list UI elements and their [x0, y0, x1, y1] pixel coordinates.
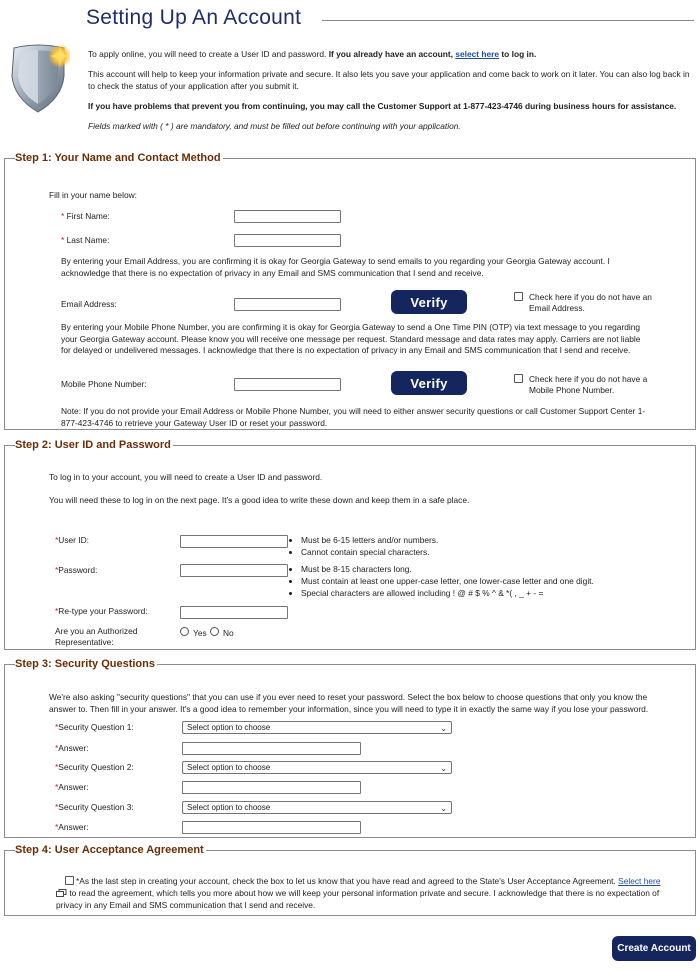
step1-legend: Step 1: Your Name and Contact Method [15, 152, 221, 164]
phone-verify-button[interactable]: Verify [391, 371, 467, 395]
step4-section [4, 844, 696, 916]
answer-1-input[interactable] [182, 742, 361, 755]
security-question-1-select[interactable]: Select option to choose ⌄ [182, 721, 452, 734]
email-input[interactable] [234, 298, 341, 311]
first-name-input[interactable] [234, 210, 341, 223]
mandatory-note: Fields marked with ( * ) are mandatory, and must be filled out before continuing with your application. [88, 121, 461, 132]
password-input[interactable] [180, 564, 288, 577]
intro-paragraph-1: To apply online, you will need to create a User ID and password. If you already have an account, select here to log in. [88, 49, 537, 59]
step3-section [4, 658, 696, 838]
intro-paragraph-2: This account will help to keep your information private and secure. It also lets you save your application and come back to work on it later. You can also log back in to check the status of your application after you submit it. [88, 69, 690, 91]
step2-intro-1: To log in to your account, you will need to create a User ID and password. [49, 472, 323, 482]
answer-1-label: *Answer: [55, 743, 89, 753]
page-title: Setting Up An Account [86, 6, 302, 29]
chevron-down-icon: ⌄ [440, 724, 447, 733]
user-agreement-link[interactable]: Select here [618, 876, 661, 886]
retype-password-input[interactable] [180, 606, 288, 619]
user-agreement-text: *As the last step in creating your account, check the box to let us know that you have read and agreed to the State's User Acceptance Agreement. Select here to read the agreement, which tells you more about how we will keep your personal information private and secure. I acknowledge that there is no expectation of privacy in any Email and SMS communication that I send and receive. [56, 876, 661, 910]
step3-legend: Step 3: Security Questions [15, 658, 155, 670]
no-phone-label: Check here if you do not have a Mobile Phone Number. [529, 374, 648, 396]
chevron-down-icon: ⌄ [440, 764, 447, 773]
authorized-rep-no-radio[interactable] [210, 627, 219, 636]
security-question-2-select[interactable]: Select option to choose ⌄ [182, 761, 452, 774]
contact-note: Note: If you do not provide your Email Address or Mobile Phone Number, you will need to either answer security questions or call Customer Support Center 1-877-423-4746 to retrieve your Gateway User ID or reset your password. [61, 406, 646, 428]
user-id-input[interactable] [180, 535, 288, 548]
authorized-rep-yes-label: Yes [193, 628, 207, 638]
step2-section [4, 439, 696, 650]
security-question-1-label: *Security Question 1: [55, 722, 134, 732]
security-question-3-label: *Security Question 3: [55, 802, 134, 812]
retype-password-label: *Re-type your Password: [55, 606, 148, 616]
authorized-rep-yes-radio[interactable] [180, 627, 189, 636]
last-name-input[interactable] [234, 234, 341, 247]
security-question-3-select[interactable]: Select option to choose ⌄ [182, 801, 452, 814]
email-verify-button[interactable]: Verify [391, 290, 467, 314]
step1-section [4, 152, 696, 430]
email-label: Email Address: [61, 299, 117, 309]
answer-2-label: *Answer: [55, 782, 89, 792]
step2-intro-2: You will need these to log in on the next page. It's a good idea to write these down and keep them in a safe place. [49, 495, 470, 505]
login-link[interactable]: select here [455, 49, 500, 59]
password-label: *Password: [55, 565, 98, 575]
step4-legend: Step 4: User Acceptance Agreement [15, 844, 204, 856]
intro-section [88, 49, 693, 142]
answer-2-input[interactable] [182, 781, 361, 794]
chevron-down-icon: ⌄ [440, 804, 447, 813]
user-id-requirements: • Must be 6-15 letters and/or numbers. • Cannot contain special characters. [291, 535, 438, 559]
no-email-label: Check here if you do not have an Email Address. [529, 292, 652, 314]
title-divider [322, 20, 694, 21]
fill-in-instruction: Fill in your name below: [49, 190, 137, 200]
support-notice: If you have problems that prevent you from continuing, you may call the Customer Support at 1-877-423-4746 during business hours for assistance. [88, 101, 677, 112]
step2-legend: Step 2: User ID and Password [15, 439, 171, 451]
password-requirements: • Must be 8-15 characters long. • Must contain at least one upper-case letter, one lower-case letter and one digit. • Special characters are allowed including ! @ # $ % ^ & *( , _ + - = [291, 564, 594, 599]
external-window-icon[interactable] [56, 889, 67, 897]
security-questions-intro: We're also asking "security questions" that you can use if you ever need to reset your password. Select the box below to choose questions that only you know the answer to. Then fill in your answer. It's a good idea to remember your information, since you will need to type it in exactly the same way if you lose your password. [49, 692, 649, 714]
last-name-label: * Last Name: [61, 235, 110, 245]
answer-3-input[interactable] [182, 821, 361, 834]
create-account-button[interactable]: Create Account [612, 936, 696, 961]
first-name-label: * First Name: [61, 211, 110, 221]
phone-consent-text: By entering your Mobile Phone Number, you are confirming it is okay for Georgia Gateway to send a One Time PIN (OTP) via text message to you regarding your Georgia Gateway account. Please know you will receive one message per request. Standard message and data rates may apply. Carriers are not liable for delayed or undelivered messages. I acknowledge that there is no expectation of privacy in any Email and SMS communication that I send and receive. [61, 322, 641, 356]
answer-3-label: *Answer: [55, 822, 89, 832]
shield-icon [8, 40, 70, 114]
mobile-phone-input[interactable] [234, 378, 341, 391]
user-id-label: *User ID: [55, 535, 89, 545]
no-email-checkbox[interactable] [514, 292, 523, 301]
no-phone-checkbox[interactable] [514, 374, 523, 383]
mobile-phone-label: Mobile Phone Number: [61, 379, 147, 389]
email-consent-text: By entering your Email Address, you are confirming it is okay for Georgia Gateway to send emails to you regarding your Georgia Gateway account. I acknowledge that there is no expectation of privacy in any Email and SMS communication that I send and receive. [61, 256, 610, 278]
authorized-rep-label: Are you an Authorized Representative: [55, 626, 138, 648]
security-question-2-label: *Security Question 2: [55, 762, 134, 772]
authorized-rep-no-label: No [223, 628, 234, 638]
